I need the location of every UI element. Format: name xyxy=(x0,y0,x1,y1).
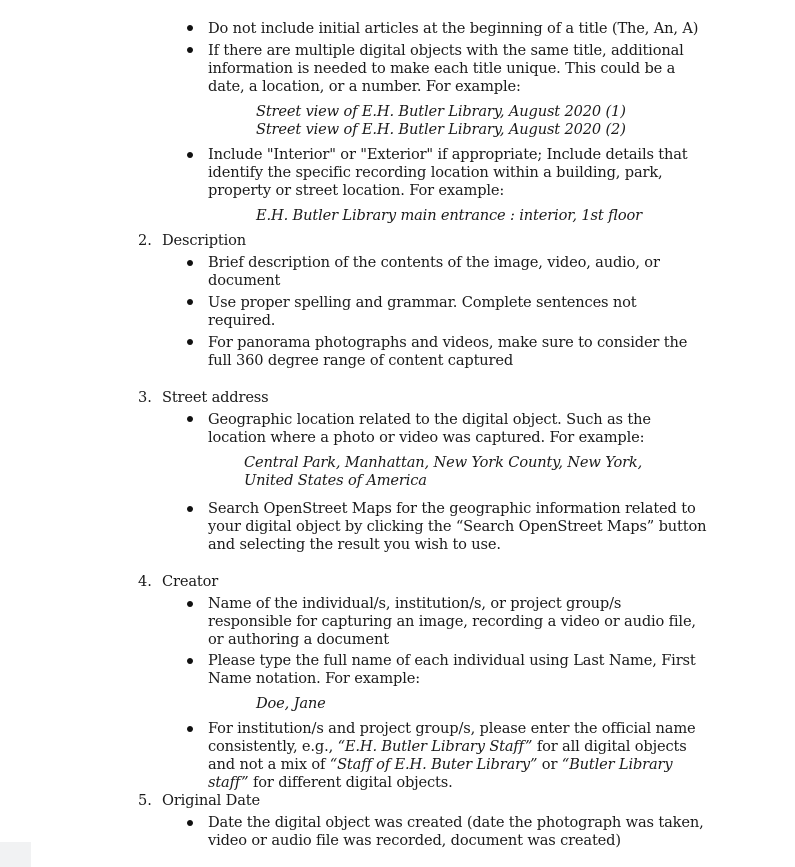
bullet-text: If there are multiple digital objects with the same title, additional xyxy=(208,42,684,59)
section-number: 5. xyxy=(138,792,152,809)
text-run: For institution/s and project group/s, please enter the official name xyxy=(208,720,696,737)
section-heading-original-date: Original Date xyxy=(162,792,260,809)
bullet-text: Do not include initial articles at the beginning of a title (The, An, A) xyxy=(208,20,699,37)
bullet-text: identify the specific recording location within a building, park, xyxy=(208,164,663,181)
bullet-text xyxy=(208,738,687,756)
text-run: or xyxy=(537,756,562,773)
bullet-text xyxy=(208,756,672,774)
example-title: Street view of E.H. Butler Library, August 2020 (2) xyxy=(256,121,626,138)
bullet-text: video or audio file was recorded, document was created) xyxy=(208,832,621,849)
bullet-text: Name notation. For example: xyxy=(208,670,420,687)
example-title: Street view of E.H. Butler Library, August 2020 (1) xyxy=(256,103,626,120)
section-heading-street-address: Street address xyxy=(162,389,269,406)
bullet-marker xyxy=(187,339,193,345)
bullet-text: Name of the individual/s, institution/s, or project group/s xyxy=(208,595,622,612)
bullet-marker xyxy=(187,726,193,732)
bullet-text: Brief description of the contents of the image, video, audio, or xyxy=(208,254,660,271)
bullet-text: Geographic location related to the digital object. Such as the xyxy=(208,411,651,428)
bullet-text xyxy=(208,774,453,792)
example-address: Central Park, Manhattan, New York County, New York, xyxy=(244,454,643,471)
page-corner-shade xyxy=(0,842,31,867)
section-number: 2. xyxy=(138,232,152,249)
bullet-text: responsible for capturing an image, recording a video or audio file, xyxy=(208,613,696,630)
bullet-text: full 360 degree range of content captured xyxy=(208,352,514,369)
bullet-marker xyxy=(187,260,193,266)
text-run: for all digital objects xyxy=(532,738,687,755)
bullet-text: Use proper spelling and grammar. Complete sentences not xyxy=(208,294,637,311)
bullet-text: and selecting the result you wish to use. xyxy=(208,536,501,553)
bullet-marker xyxy=(187,658,193,664)
bullet-text: Please type the full name of each individual using Last Name, First xyxy=(208,652,696,669)
bullet-text: or authoring a document xyxy=(208,631,389,648)
bullet-text: For panorama photographs and videos, make sure to consider the xyxy=(208,334,688,351)
section-heading-description: Description xyxy=(162,232,247,249)
example-staff-name: staff” xyxy=(208,774,249,791)
section-number: 3. xyxy=(138,389,152,406)
text-run: and not a mix of xyxy=(208,756,330,773)
bullet-text: date, a location, or a number. For example: xyxy=(208,78,521,95)
bullet-marker xyxy=(187,152,193,158)
bullet-marker xyxy=(187,820,193,826)
section-number: 4. xyxy=(138,573,152,590)
example-interior: E.H. Butler Library main entrance : interior, 1st floor xyxy=(256,207,642,224)
bullet-marker xyxy=(187,506,193,512)
example-name: Doe, Jane xyxy=(256,695,326,712)
bullet-text: property or street location. For example: xyxy=(208,182,505,199)
bullet-text xyxy=(208,720,696,738)
section-heading-creator: Creator xyxy=(162,573,219,590)
bullet-text: required. xyxy=(208,312,276,329)
bullet-text: your digital object by clicking the “Search OpenStreet Maps” button xyxy=(208,518,707,535)
example-address: United States of America xyxy=(244,472,427,489)
example-staff-name: “Butler Library xyxy=(561,756,673,773)
bullet-marker xyxy=(187,299,193,305)
bullet-text: information is needed to make each title unique. This could be a xyxy=(208,60,676,77)
bullet-text: document xyxy=(208,272,281,289)
bullet-marker xyxy=(187,47,193,53)
text-run: consistently, e.g., xyxy=(208,738,338,755)
example-staff-name: “Staff of E.H. Buter Library” xyxy=(329,756,538,773)
bullet-text: Include "Interior" or "Exterior" if appropriate; Include details that xyxy=(208,146,688,163)
bullet-text: location where a photo or video was captured. For example: xyxy=(208,429,645,446)
example-staff-name: “E.H. Butler Library Staff” xyxy=(337,738,533,755)
bullet-marker xyxy=(187,601,193,607)
bullet-marker xyxy=(187,25,193,31)
bullet-marker xyxy=(187,416,193,422)
bullet-text: Search OpenStreet Maps for the geographic information related to xyxy=(208,500,696,517)
bullet-text: Date the digital object was created (date the photograph was taken, xyxy=(208,814,704,831)
text-run: for different digital objects. xyxy=(248,774,453,791)
